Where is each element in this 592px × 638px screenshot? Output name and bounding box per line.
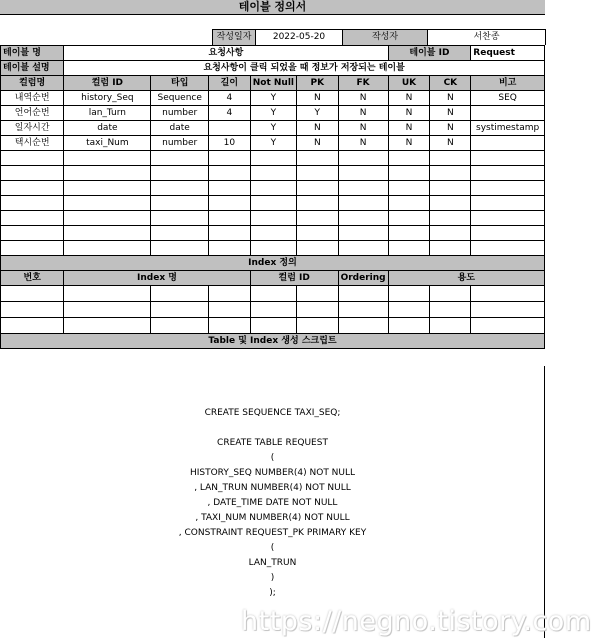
table-row	[1, 211, 545, 226]
index-cell[interactable]	[64, 286, 151, 302]
cell-note[interactable]	[471, 196, 545, 211]
cell-note[interactable]: systimestamp	[471, 121, 545, 136]
index-cell[interactable]	[151, 302, 209, 318]
index-cell[interactable]	[64, 318, 151, 334]
cell-ck[interactable]	[430, 151, 471, 166]
index-cell[interactable]	[1, 286, 64, 302]
table-row	[1, 106, 545, 121]
cell-fk[interactable]	[338, 211, 388, 226]
cell-type[interactable]: date	[151, 121, 209, 136]
cell-uk[interactable]: N	[388, 121, 430, 136]
cell-note[interactable]	[471, 181, 545, 196]
cell-type[interactable]	[151, 196, 209, 211]
cell-ck[interactable]	[430, 226, 471, 241]
cell-name[interactable]: 내역순번	[1, 91, 64, 106]
cell-name[interactable]	[1, 151, 64, 166]
script-line: LAN_TRUN	[248, 558, 297, 568]
cell-fk[interactable]	[338, 151, 388, 166]
script-line: (	[270, 543, 275, 553]
script-lines	[0, 406, 545, 601]
table-id-value[interactable]: Request	[471, 46, 545, 61]
cell-fk[interactable]	[338, 196, 388, 211]
cell-note[interactable]: SEQ	[471, 91, 545, 106]
cell-pk[interactable]: N	[297, 91, 339, 106]
cell-type[interactable]	[151, 166, 209, 181]
cell-note[interactable]	[471, 211, 545, 226]
cell-name[interactable]	[1, 196, 64, 211]
col-header-id: 컬럼 ID	[64, 76, 151, 91]
cell-pk[interactable]	[297, 226, 339, 241]
cell-notnull[interactable]	[250, 151, 296, 166]
index-cell[interactable]	[64, 302, 151, 318]
cell-length[interactable]: 4	[208, 106, 250, 121]
cell-fk[interactable]	[338, 166, 388, 181]
col-header-notnull: Not Null	[250, 76, 296, 91]
cell-id[interactable]: taxi_Num	[64, 136, 151, 151]
index-cell[interactable]	[250, 286, 296, 302]
col-header-note: 비고	[471, 76, 545, 91]
index-header-column: 컬럼 ID	[250, 271, 338, 286]
index-row	[1, 302, 545, 318]
index-header-purpose: 용도	[388, 271, 544, 286]
cell-fk[interactable]: N	[338, 91, 388, 106]
cell-type[interactable]	[151, 211, 209, 226]
cell-uk[interactable]	[388, 196, 430, 211]
cell-type[interactable]	[151, 226, 209, 241]
script-line: CREATE SEQUENCE TAXI_SEQ;	[204, 408, 341, 418]
index-cell[interactable]	[1, 318, 64, 334]
cell-length[interactable]	[208, 121, 250, 136]
index-rows	[1, 286, 545, 334]
index-cell[interactable]	[338, 318, 388, 334]
cell-type[interactable]: Sequence	[151, 91, 209, 106]
cell-fk[interactable]: N	[338, 106, 388, 121]
cell-ck[interactable]	[430, 181, 471, 196]
cell-notnull[interactable]	[250, 181, 296, 196]
index-header-ordering: Ordering	[338, 271, 388, 286]
cell-notnull[interactable]	[250, 226, 296, 241]
col-header-uk: UK	[388, 76, 430, 91]
index-cell[interactable]	[471, 286, 545, 302]
cell-uk[interactable]: N	[388, 136, 430, 151]
cell-pk[interactable]: N	[297, 136, 339, 151]
cell-name[interactable]	[1, 226, 64, 241]
table-row	[1, 196, 545, 211]
index-cell[interactable]	[338, 302, 388, 318]
cell-note[interactable]	[471, 151, 545, 166]
cell-fk[interactable]: N	[338, 121, 388, 136]
table-row	[1, 226, 545, 241]
cell-ck[interactable]: N	[430, 121, 471, 136]
table-row	[1, 181, 545, 196]
cell-note[interactable]	[471, 106, 545, 121]
cell-length[interactable]: 4	[208, 91, 250, 106]
cell-pk[interactable]	[297, 166, 339, 181]
cell-ck[interactable]	[430, 211, 471, 226]
index-cell[interactable]	[338, 286, 388, 302]
index-cell[interactable]	[297, 302, 339, 318]
definition-sheet	[0, 45, 545, 349]
table-name-value[interactable]: 요청사항	[64, 46, 388, 61]
table-desc-label: 테이블 설명	[1, 61, 64, 76]
cell-ck[interactable]	[430, 241, 471, 256]
cell-length[interactable]: 10	[208, 136, 250, 151]
cell-note[interactable]	[471, 226, 545, 241]
script-line: , LAN_TRUN NUMBER(4) NOT NULL	[194, 483, 351, 493]
col-header-ck: CK	[430, 76, 471, 91]
cell-uk[interactable]	[388, 241, 430, 256]
index-cell[interactable]	[430, 302, 471, 318]
col-header-fk: FK	[338, 76, 388, 91]
cell-name[interactable]: 일자시간	[1, 121, 64, 136]
cell-notnull[interactable]	[250, 211, 296, 226]
col-header-pk: PK	[297, 76, 339, 91]
cell-id[interactable]	[64, 151, 151, 166]
cell-notnull[interactable]	[250, 196, 296, 211]
table-desc-value[interactable]: 요청사항이 클릭 되었을 때 정보가 저장되는 테이블	[64, 61, 545, 76]
cell-length[interactable]	[208, 196, 250, 211]
script-line	[0, 421, 545, 436]
index-row	[1, 286, 545, 302]
script-line: HISTORY_SEQ NUMBER(4) NOT NULL	[189, 468, 356, 478]
cell-length[interactable]	[208, 151, 250, 166]
cell-pk[interactable]	[297, 241, 339, 256]
cell-notnull[interactable]: Y	[250, 91, 296, 106]
table-row	[1, 166, 545, 181]
cell-pk[interactable]	[297, 196, 339, 211]
index-cell[interactable]	[208, 286, 250, 302]
cell-uk[interactable]: N	[388, 106, 430, 121]
cell-type[interactable]: number	[151, 106, 209, 121]
index-cell[interactable]	[430, 318, 471, 334]
cell-id[interactable]: date	[64, 121, 151, 136]
cell-note[interactable]	[471, 166, 545, 181]
script-section-title: Table 및 Index 생성 스크립트	[1, 334, 545, 349]
script-area[interactable]	[0, 366, 592, 638]
index-cell[interactable]	[297, 286, 339, 302]
cell-type[interactable]: number	[151, 136, 209, 151]
cell-type[interactable]	[151, 151, 209, 166]
cell-id[interactable]: history_Seq	[64, 91, 151, 106]
cell-pk[interactable]: Y	[297, 106, 339, 121]
index-cell[interactable]	[471, 318, 545, 334]
cell-length[interactable]	[208, 181, 250, 196]
author-label: 작성자	[342, 29, 428, 45]
index-cell[interactable]	[250, 318, 296, 334]
cell-uk[interactable]	[388, 181, 430, 196]
cell-fk[interactable]	[338, 181, 388, 196]
cell-length[interactable]	[208, 211, 250, 226]
cell-fk[interactable]	[338, 226, 388, 241]
index-cell[interactable]	[151, 286, 209, 302]
author-value[interactable]: 서찬종	[427, 29, 546, 45]
table-row	[1, 121, 545, 136]
cell-id[interactable]	[64, 226, 151, 241]
cell-pk[interactable]	[297, 151, 339, 166]
column-rows	[1, 91, 545, 256]
cell-name[interactable]	[1, 166, 64, 181]
table-id-label: 테이블 ID	[388, 46, 471, 61]
cell-notnull[interactable]: Y	[250, 136, 296, 151]
cell-note[interactable]	[471, 241, 545, 256]
script-line: CREATE TABLE REQUEST	[217, 438, 328, 448]
table-row	[1, 91, 545, 106]
index-section-row	[1, 256, 545, 271]
cell-ck[interactable]	[430, 166, 471, 181]
script-line: , TAXI_NUM NUMBER(4) NOT NULL	[195, 513, 350, 523]
cell-notnull[interactable]: Y	[250, 121, 296, 136]
index-row	[1, 318, 545, 334]
cell-type[interactable]	[151, 181, 209, 196]
cell-id[interactable]	[64, 166, 151, 181]
cell-id[interactable]	[64, 196, 151, 211]
cell-id[interactable]	[64, 181, 151, 196]
index-cell[interactable]	[151, 318, 209, 334]
cell-uk[interactable]	[388, 226, 430, 241]
table-row	[1, 151, 545, 166]
cell-uk[interactable]	[388, 211, 430, 226]
cell-ck[interactable]: N	[430, 106, 471, 121]
index-cell[interactable]	[430, 286, 471, 302]
index-cell[interactable]	[388, 318, 430, 334]
cell-uk[interactable]	[388, 151, 430, 166]
cell-uk[interactable]	[388, 166, 430, 181]
index-cell[interactable]	[388, 302, 430, 318]
index-cell[interactable]	[471, 302, 545, 318]
cell-pk[interactable]	[297, 211, 339, 226]
date-value[interactable]: 2022-05-20	[255, 29, 343, 45]
index-header-name: Index 명	[64, 271, 250, 286]
cell-ck[interactable]	[430, 196, 471, 211]
cell-fk[interactable]	[338, 241, 388, 256]
index-header-no: 번호	[1, 271, 64, 286]
cell-id[interactable]: lan_Turn	[64, 106, 151, 121]
watermark: https://negno.tistory.com	[241, 606, 592, 637]
index-cell[interactable]	[208, 318, 250, 334]
cell-length[interactable]	[208, 226, 250, 241]
cell-type[interactable]	[151, 241, 209, 256]
index-cell[interactable]	[1, 302, 64, 318]
cell-name[interactable]: 택시순번	[1, 136, 64, 151]
cell-notnull[interactable]: Y	[250, 106, 296, 121]
cell-id[interactable]	[64, 211, 151, 226]
table-name-row	[1, 46, 545, 61]
columns-header-row	[1, 76, 545, 91]
script-section-row	[1, 334, 545, 349]
script-line: )	[270, 573, 275, 583]
cell-name[interactable]	[1, 211, 64, 226]
cell-pk[interactable]: N	[297, 121, 339, 136]
table-row	[1, 136, 545, 151]
cell-note[interactable]	[471, 136, 545, 151]
cell-length[interactable]	[208, 166, 250, 181]
date-label: 작성일자	[212, 29, 256, 45]
cell-fk[interactable]: N	[338, 136, 388, 151]
cell-notnull[interactable]	[250, 241, 296, 256]
col-header-length: 길이	[208, 76, 250, 91]
script-line: , CONSTRAINT REQUEST_PK PRIMARY KEY	[178, 528, 367, 538]
cell-length[interactable]	[208, 241, 250, 256]
cell-ck[interactable]: N	[430, 136, 471, 151]
cell-name[interactable]	[1, 181, 64, 196]
sheet-title: 테이블 정의서	[0, 0, 545, 15]
index-cell[interactable]	[250, 302, 296, 318]
cell-id[interactable]	[64, 241, 151, 256]
col-header-type: 타입	[151, 76, 209, 91]
cell-ck[interactable]: N	[430, 91, 471, 106]
index-cell[interactable]	[208, 302, 250, 318]
index-section-title: Index 정의	[1, 256, 545, 271]
col-header-name: 컬럼명	[1, 76, 64, 91]
index-cell[interactable]	[388, 286, 430, 302]
table-row	[1, 241, 545, 256]
cell-name[interactable]: 언어순번	[1, 106, 64, 121]
script-line: (	[270, 453, 275, 463]
index-cell[interactable]	[297, 318, 339, 334]
table-name-label: 테이블 명	[1, 46, 64, 61]
script-line: , DATE_TIME DATE NOT NULL	[207, 498, 338, 508]
cell-name[interactable]	[1, 241, 64, 256]
cell-uk[interactable]: N	[388, 91, 430, 106]
cell-pk[interactable]	[297, 181, 339, 196]
cell-notnull[interactable]	[250, 166, 296, 181]
table-desc-row	[1, 61, 545, 76]
index-header-row	[1, 271, 545, 286]
script-line: );	[269, 588, 276, 598]
